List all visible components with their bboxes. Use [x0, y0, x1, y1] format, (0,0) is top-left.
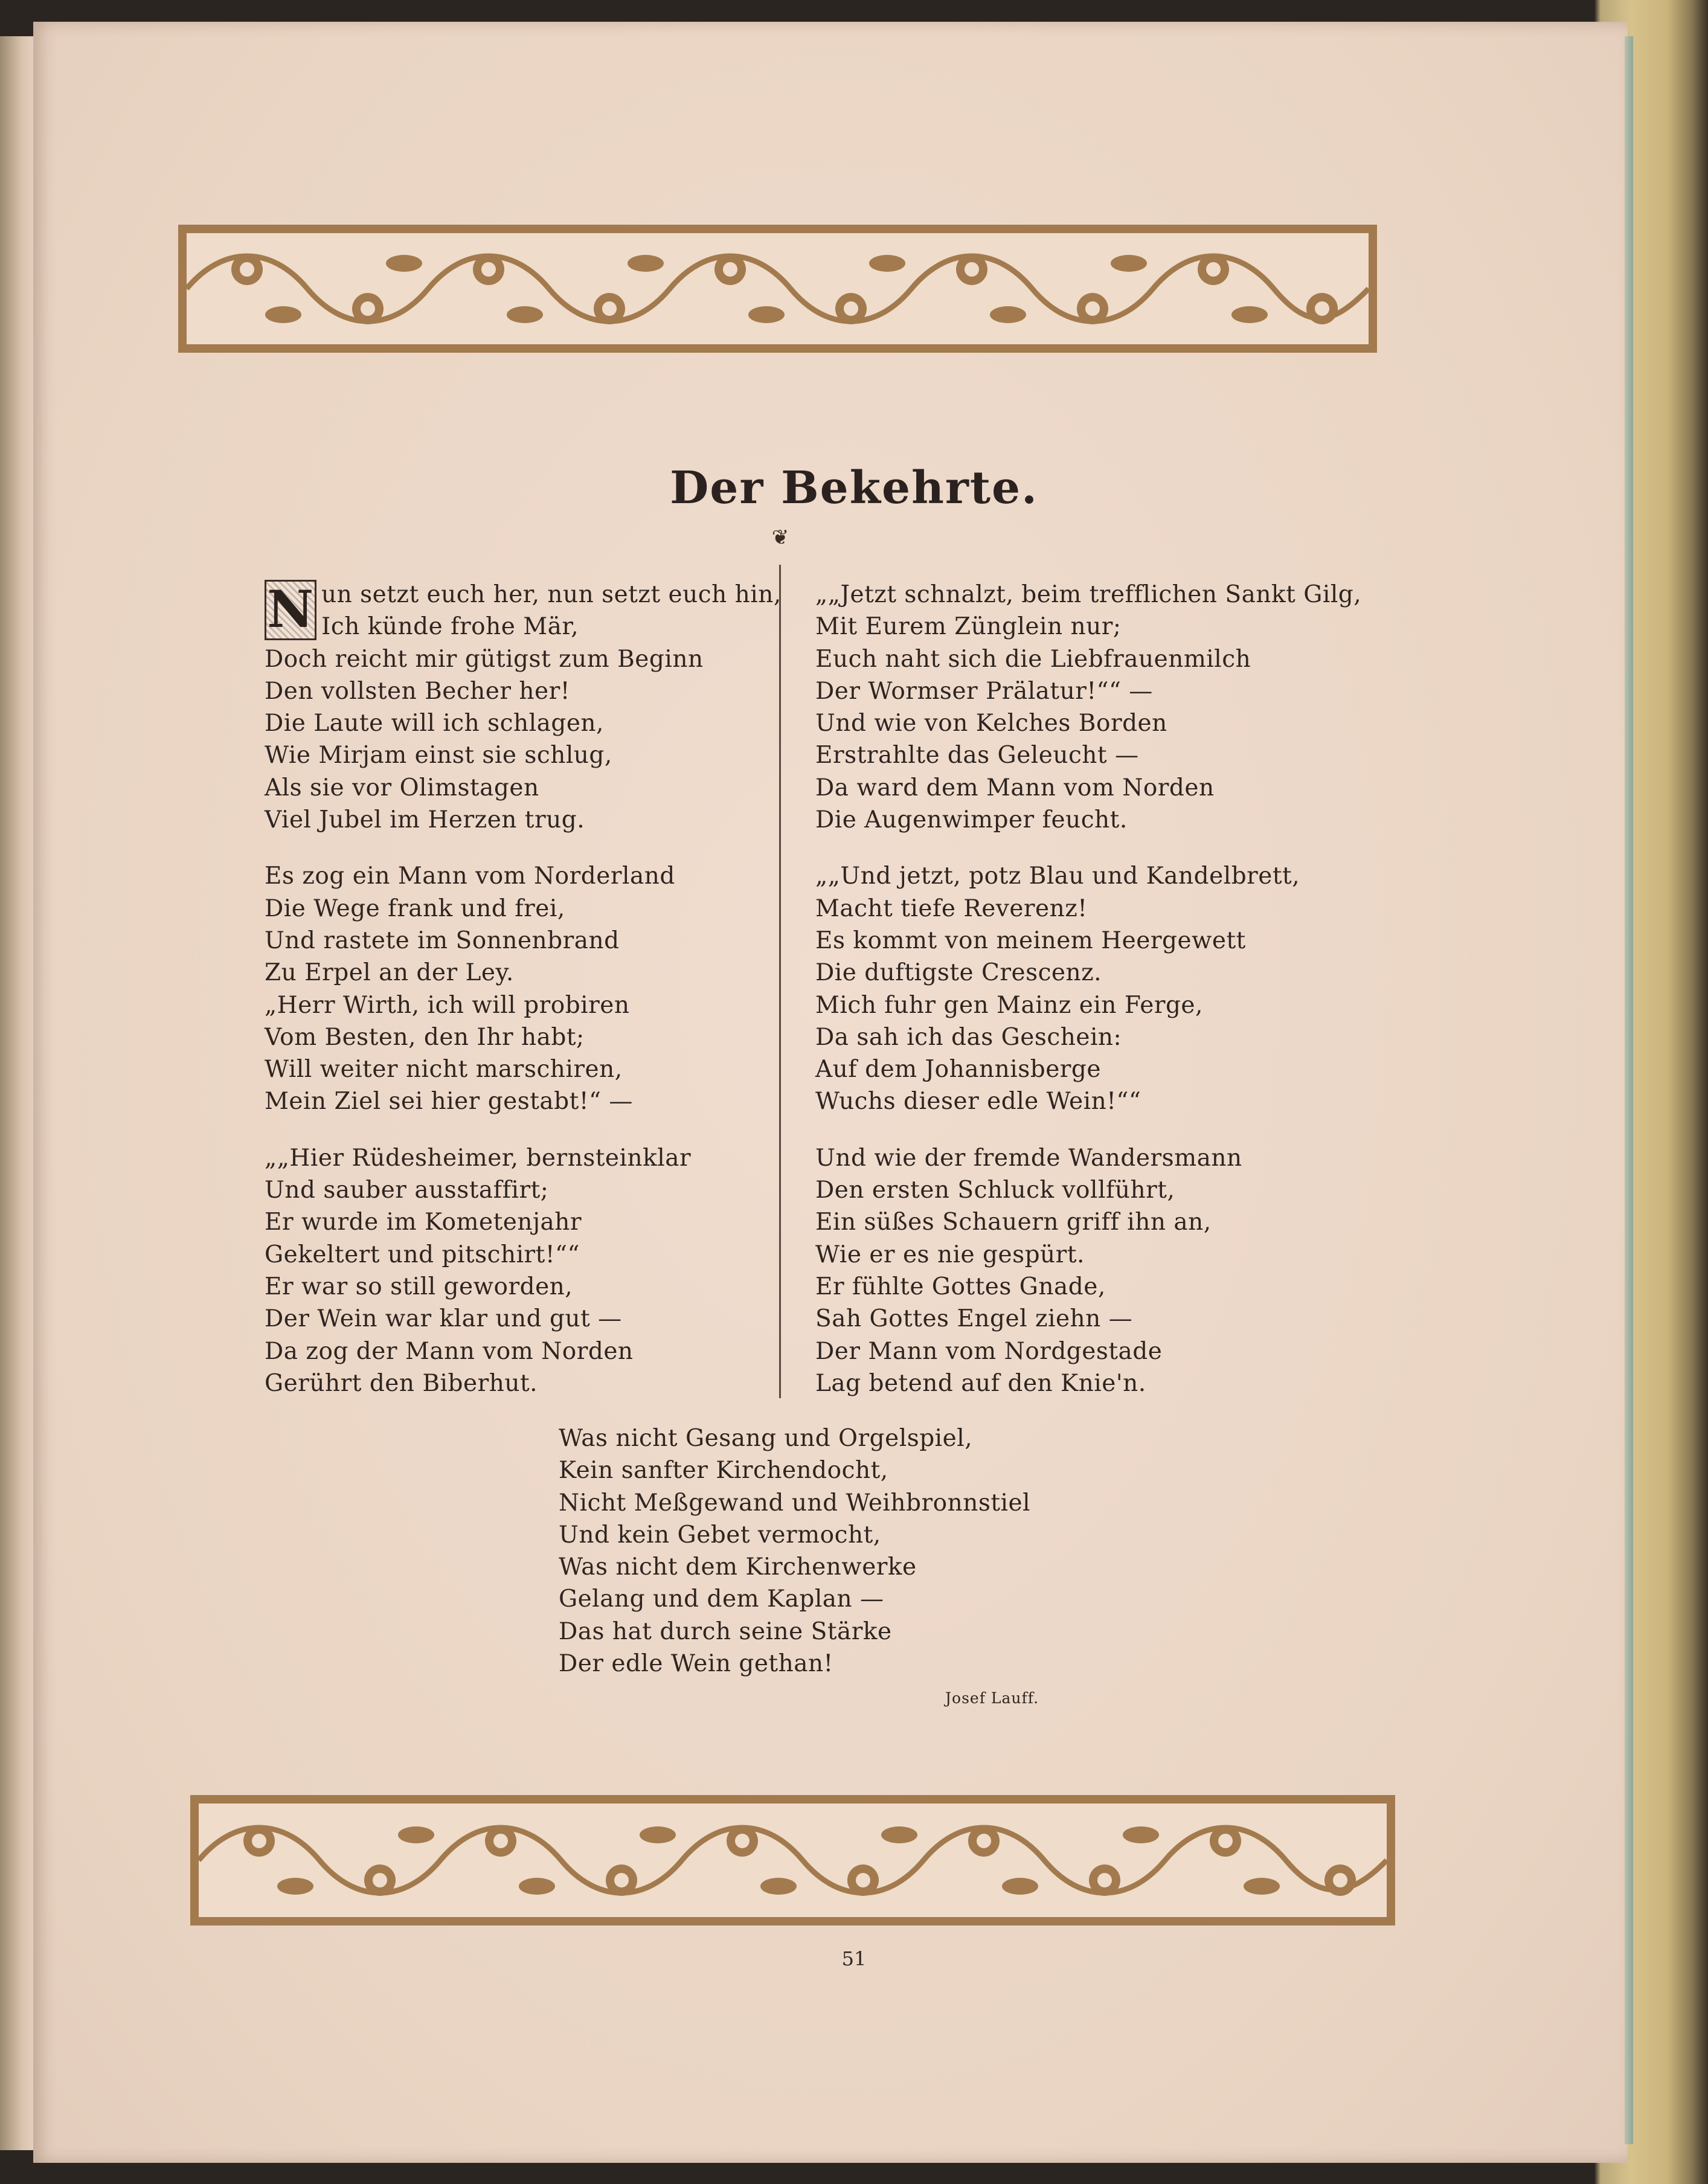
stanza	[815, 1142, 1359, 1399]
verse-line: Der Wormser Prälatur!““ —	[815, 677, 1153, 705]
fleuron-icon: ❦	[771, 525, 789, 550]
verse-line: Ich künde frohe Mär,	[321, 613, 579, 641]
verse-line: Auf dem Johannisberge	[815, 1056, 1101, 1084]
verse-line: Der Mann vom Nordgestade	[815, 1337, 1163, 1365]
verse-line: Die duftigste Crescenz.	[815, 959, 1102, 987]
verse-line: Macht tiefe Reverenz!	[815, 894, 1088, 922]
scroll-ornament	[199, 1803, 1387, 1917]
stanza	[815, 579, 1362, 836]
ornamental-border-top	[178, 225, 1377, 353]
verse-line: Er fühlte Gottes Gnade,	[815, 1273, 1106, 1300]
verse-line: „„Und jetzt, potz Blau und Kandelbrett,	[815, 862, 1300, 890]
verse-line: Mit Eurem Zünglein nur;	[815, 613, 1122, 641]
poem-column-right	[815, 579, 1362, 1424]
verse-line: Als sie vor Olimstagen	[265, 774, 539, 801]
verse-line: Da sah ich das Geschein:	[815, 1023, 1122, 1051]
verse-line: Und sauber ausstaffirt;	[265, 1177, 549, 1204]
verse-line: Gekeltert und pitschirt!““	[265, 1241, 580, 1268]
page-stack-edge	[1625, 36, 1633, 2144]
stanza	[265, 579, 782, 836]
author-signature: Josef Lauff.	[945, 1689, 1039, 1707]
stanza	[265, 860, 748, 1117]
verse-line: Zu Erpel an der Ley.	[265, 959, 514, 987]
verse-line: Kein sanfter Kirchendocht,	[559, 1457, 888, 1485]
verse-line: „„Hier Rüdesheimer, bernsteinklar	[265, 1144, 692, 1172]
verse-line: Er war so still geworden,	[265, 1273, 573, 1300]
verse-line: Den ersten Schluck vollführt,	[815, 1177, 1175, 1204]
verse-line: Das hat durch seine Stärke	[559, 1617, 892, 1645]
verse-line: Wie Mirjam einst sie schlug,	[265, 742, 612, 769]
verse-line: Es zog ein Mann vom Norderland	[265, 862, 675, 890]
verse-line: Was nicht Gesang und Orgelspiel,	[559, 1425, 973, 1452]
verse-line: Wuchs dieser edle Wein!““	[815, 1088, 1141, 1116]
verse-line: Und rastete im Sonnenbrand	[265, 927, 620, 954]
page-number: 51	[841, 1947, 867, 1970]
verse-line: Die Laute will ich schlagen,	[265, 710, 604, 737]
verse-line: Vom Besten, den Ihr habt;	[265, 1023, 585, 1051]
verse-line: Da ward dem Mann vom Norden	[815, 774, 1215, 801]
verse-line: Lag betend auf den Knie'n.	[815, 1369, 1146, 1397]
verse-line: Sah Gottes Engel ziehn —	[815, 1305, 1133, 1333]
verse-line: Und wie von Kelches Borden	[815, 710, 1167, 737]
verse-line: Doch reicht mir gütigst zum Beginn	[265, 645, 704, 673]
verse-line: Die Augenwimper feucht.	[815, 806, 1128, 834]
verse-line: Gelang und dem Kaplan —	[559, 1585, 884, 1613]
verse-line: Er wurde im Kometenjahr	[265, 1209, 582, 1236]
verse-line: Euch naht sich die Liebfrauenmilch	[815, 645, 1251, 673]
verse-line: Die Wege frank und frei,	[265, 894, 565, 922]
verse-line: „„Jetzt schnalzt, beim trefflichen Sankt Gilg,	[815, 581, 1362, 608]
verse-line: Gerührt den Biberhut.	[265, 1369, 538, 1397]
left-page-edge	[0, 36, 36, 2150]
poem-final-stanza	[559, 1422, 1102, 1680]
verse-line: Den vollsten Becher her!	[265, 677, 570, 705]
verse-line: Ein süßes Schauern griff ihn an,	[815, 1209, 1212, 1236]
verse-line: Erstrahlte das Geleucht —	[815, 742, 1139, 769]
verse-line: Es kommt von meinem Heergewett	[815, 927, 1246, 954]
verse-line: Der Wein war klar und gut —	[265, 1305, 622, 1333]
verse-line: Der edle Wein gethan!	[559, 1650, 833, 1678]
verse-line: un setzt euch her, nun setzt euch hin,	[321, 581, 782, 608]
verse-line: Und wie der fremde Wandersmann	[815, 1144, 1242, 1172]
verse-line: Viel Jubel im Herzen trug.	[265, 806, 585, 834]
poem-column-left	[265, 579, 782, 1424]
verse-line: „Herr Wirth, ich will probiren	[265, 991, 630, 1019]
drop-cap: N	[265, 580, 316, 640]
stanza	[265, 1142, 748, 1399]
verse-line: Und kein Gebet vermocht,	[559, 1521, 881, 1549]
verse-line: Will weiter nicht marschiren,	[265, 1056, 623, 1084]
scroll-ornament	[187, 233, 1369, 344]
column-divider	[779, 565, 781, 1398]
verse-line: Mein Ziel sei hier gestabt!“ —	[265, 1088, 633, 1116]
verse-line: Nicht Meßgewand und Weihbronnstiel	[559, 1489, 1031, 1517]
verse-line: Wie er es nie gespürt.	[815, 1241, 1085, 1268]
verse-line: Was nicht dem Kirchenwerke	[559, 1553, 917, 1581]
stanza	[815, 860, 1359, 1117]
ornamental-border-bottom	[190, 1795, 1395, 1925]
verse-line: Da zog der Mann vom Norden	[265, 1337, 634, 1365]
poem-title: Der Bekehrte.	[670, 462, 1038, 514]
verse-line: Mich fuhr gen Mainz ein Ferge,	[815, 991, 1203, 1019]
